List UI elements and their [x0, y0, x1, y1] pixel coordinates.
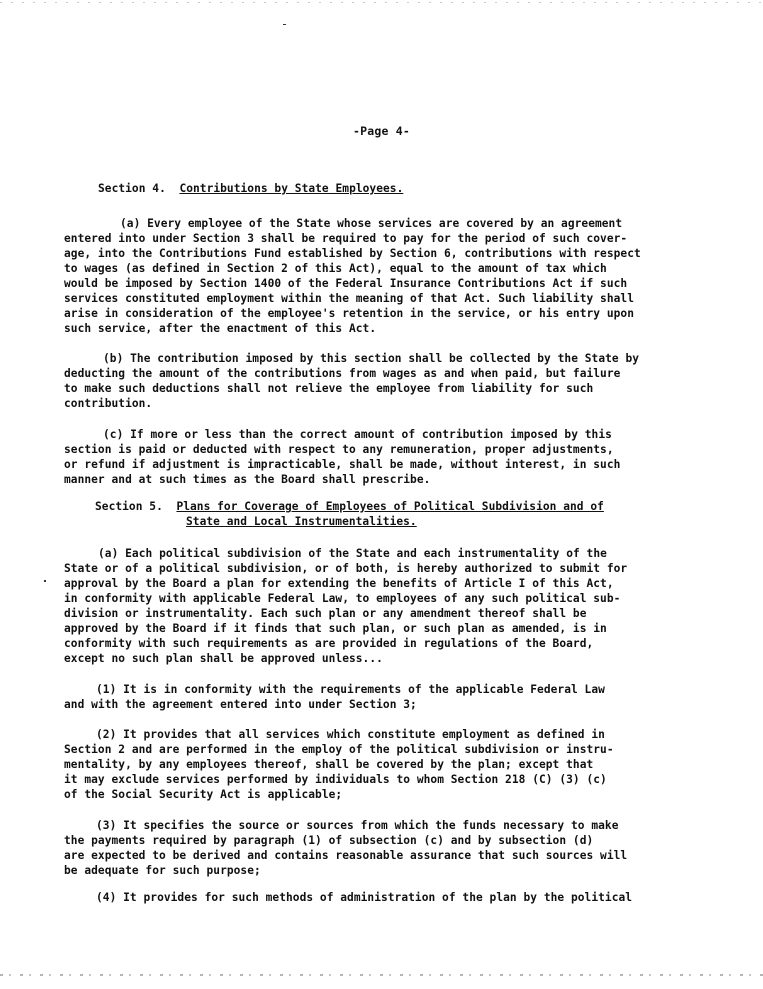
section-4-title: Contributions by State Employees.	[179, 182, 404, 195]
para-line: manner and at such times as the Board shall prescribe.	[64, 473, 431, 486]
para-line: division or instrumentality. Each such plan or any amendment thereof shall be	[64, 607, 587, 620]
para-line: or refund if adjustment is impracticable, shall be made, without interest, in such	[64, 458, 621, 471]
para-line: entered into under Section 3 shall be required to pay for the period of such cover-	[64, 232, 628, 245]
para-line: contribution.	[64, 397, 153, 410]
para-line: in conformity with applicable Federal Law, to employees of any such political sub-	[64, 592, 621, 605]
para-line: (4) It provides for such methods of administration of the plan by the political	[96, 891, 633, 904]
para-line: conformity with such requirements as are provided in regulations of the Board,	[64, 637, 594, 650]
para-line: arise in consideration of the employee's retention in the service, or his entry upon	[64, 307, 634, 320]
section-5-heading-line-1	[95, 499, 604, 514]
para-line: except no such plan shall be approved unless...	[64, 652, 383, 665]
para-line: age, into the Contributions Fund established by Section 6, contributions with respect	[64, 247, 641, 260]
para-line: Section 2 and are performed in the employ of the political subdivision or instru-	[64, 743, 614, 756]
para-line: (2) It provides that all services which constitute employment as defined in	[96, 728, 605, 741]
scan-artifact-bottom	[0, 974, 763, 976]
section-4-label: Section 4.	[98, 182, 166, 195]
para-line: (3) It specifies the source or sources from which the funds necessary to make	[96, 819, 619, 832]
section-5-title-line-1: Plans for Coverage of Employees of Political Subdivision and of	[176, 500, 604, 513]
para-line: approval by the Board a plan for extending the benefits of Article I of this Act,	[64, 577, 614, 590]
para-line: be adequate for such purpose;	[64, 864, 261, 877]
para-line: (b) The contribution imposed by this section shall be collected by the State by	[103, 352, 640, 365]
scan-artifact-top	[0, 2, 763, 3]
section-4-heading	[98, 181, 403, 196]
para-line: and with the agreement entered into under Section 3;	[64, 698, 417, 711]
para-line: are expected to be derived and contains reasonable assurance that such sources will	[64, 849, 628, 862]
section-5-title-line-2: State and Local Instrumentalities.	[186, 515, 417, 528]
para-line: deducting the amount of the contributions from wages as and when paid, but failure	[64, 367, 621, 380]
scan-speck	[44, 580, 46, 582]
para-line: (a) Every employee of the State whose services are covered by an agreement	[120, 217, 623, 230]
para-line: services constituted employment within the meaning of that Act. Such liability shall	[64, 292, 634, 305]
para-line: to make such deductions shall not relieve the employee from liability for such	[64, 382, 594, 395]
page-number: -Page 4-	[353, 124, 410, 138]
para-line: the payments required by paragraph (1) of subsection (c) and by subsection (d)	[64, 834, 594, 847]
para-line: it may exclude services performed by individuals to whom Section 218 (C) (3) (c)	[64, 773, 607, 786]
section-5-label: Section 5.	[95, 500, 163, 513]
section-5-heading-line-2	[186, 514, 417, 529]
para-line: of the Social Security Act is applicable;	[64, 788, 343, 801]
para-line: such service, after the enactment of this Act.	[64, 322, 377, 335]
para-line: mentality, by any employees thereof, shall be covered by the plan; except that	[64, 758, 594, 771]
para-line: section is paid or deducted with respect to any remuneration, proper adjustments,	[64, 443, 614, 456]
para-line: State or of a political subdivision, or of both, is hereby authorized to submit for	[64, 562, 628, 575]
para-line: (1) It is in conformity with the requirements of the applicable Federal Law	[96, 683, 605, 696]
para-line: (c) If more or less than the correct amount of contribution imposed by this	[103, 428, 612, 441]
scan-speck	[283, 24, 286, 25]
para-line: approved by the Board if it finds that such plan, or such plan as amended, is in	[64, 622, 607, 635]
para-line: would be imposed by Section 1400 of the Federal Insurance Contributions Act if such	[64, 277, 628, 290]
para-line: (a) Each political subdivision of the State and each instrumentality of the	[98, 547, 607, 560]
para-line: to wages (as defined in Section 2 of this Act), equal to the amount of tax which	[64, 262, 607, 275]
